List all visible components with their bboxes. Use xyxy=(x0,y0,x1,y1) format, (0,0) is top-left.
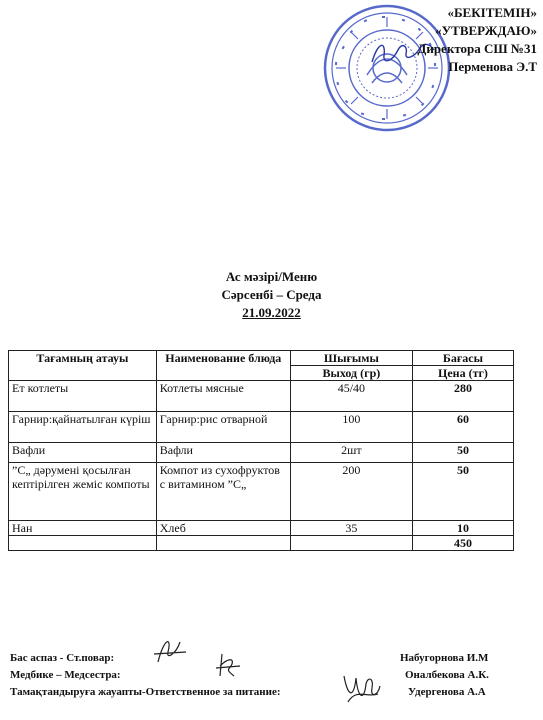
approval-block xyxy=(362,4,537,76)
cell-name-ru: Хлеб xyxy=(156,521,290,536)
header-yield-ru: Выход (гр) xyxy=(290,366,412,381)
cell-yield: 2шт xyxy=(290,443,412,463)
cell-yield: 200 xyxy=(290,463,412,521)
cell-price: 280 xyxy=(412,381,513,412)
header-name-kz: Тағамның атауы xyxy=(9,351,157,381)
menu-days: Сәрсенбі – Среда xyxy=(221,287,322,302)
cell-empty xyxy=(9,536,157,551)
cell-name-kz: ”С„ дәрумені қосылған кептірілген жеміс компоты xyxy=(9,463,157,521)
cell-total: 450 xyxy=(412,536,513,551)
table-row xyxy=(9,412,514,443)
header-name-ru: Наименование блюда xyxy=(156,351,290,381)
header-price-ru: Цена (тг) xyxy=(412,366,513,381)
cell-name-ru: Компот из сухофруктов с витамином ”С„ xyxy=(156,463,290,521)
cell-yield: 100 xyxy=(290,412,412,443)
cell-empty xyxy=(156,536,290,551)
table-row xyxy=(9,463,514,521)
cell-name-ru: Вафли xyxy=(156,443,290,463)
approval-director-name: Перменова Э.Т xyxy=(448,59,537,74)
cell-yield: 45/40 xyxy=(290,381,412,412)
cell-name-ru: Гарнир:рис отварной xyxy=(156,412,290,443)
cell-name-kz: Гарнир:қайнатылған күріш xyxy=(9,412,157,443)
table-row xyxy=(9,521,514,536)
approval-ru: «УТВЕРЖДАЮ» xyxy=(435,23,537,38)
table-row xyxy=(9,381,514,412)
header-yield-kz: Шығымы xyxy=(290,351,412,366)
cell-empty xyxy=(290,536,412,551)
responsible-row xyxy=(10,684,530,701)
nurse-name: Оналбекова А.К. xyxy=(405,669,489,681)
signatures-block xyxy=(10,650,530,701)
cook-name: Набугорнова И.М xyxy=(400,652,489,664)
cell-price: 10 xyxy=(412,521,513,536)
cell-name-ru: Котлеты мясные xyxy=(156,381,290,412)
cell-yield: 35 xyxy=(290,521,412,536)
responsible-label: Тамақтандыруға жауапты-Ответственное за питание: xyxy=(10,686,281,698)
menu-date: 21.09.2022 xyxy=(242,305,301,320)
nurse-row xyxy=(10,667,530,684)
cell-name-kz: Ет котлеты xyxy=(9,381,157,412)
cook-row xyxy=(10,650,530,667)
cell-name-kz: Нан xyxy=(9,521,157,536)
cell-price: 50 xyxy=(412,443,513,463)
table-total-row xyxy=(9,536,514,551)
cell-price: 60 xyxy=(412,412,513,443)
menu-table xyxy=(8,350,514,551)
responsible-name: Удергенова А.А xyxy=(408,686,486,698)
cell-price: 50 xyxy=(412,463,513,521)
menu-heading xyxy=(0,268,543,322)
cook-label: Бас аспаз - Ст.повар: xyxy=(10,652,115,664)
table-header-row xyxy=(9,351,514,366)
nurse-label: Медбике – Медсестра: xyxy=(10,669,121,681)
menu-title: Ас мәзірі/Меню xyxy=(225,269,318,284)
table-row xyxy=(9,443,514,463)
approval-kz: «БЕКІТЕМІН» xyxy=(447,5,537,20)
cell-name-kz: Вафли xyxy=(9,443,157,463)
header-price-kz: Бағасы xyxy=(412,351,513,366)
approval-position: Директора СШ №31 xyxy=(417,41,537,56)
